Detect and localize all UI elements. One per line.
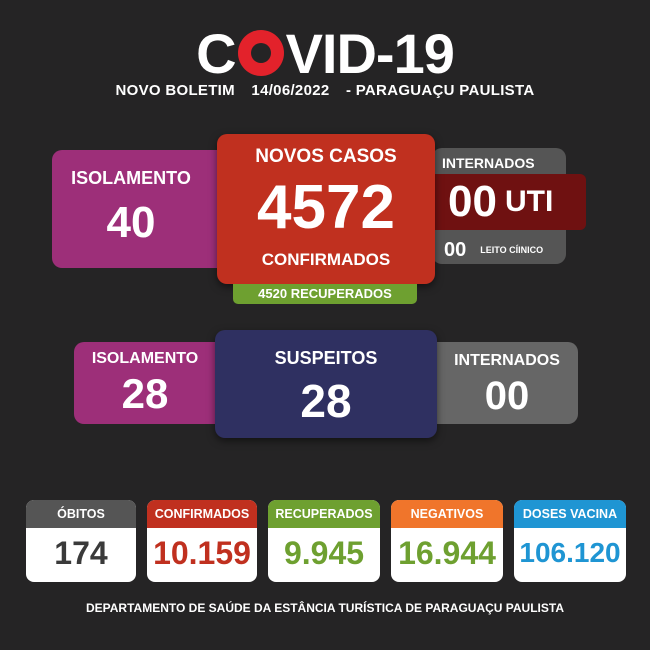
footer-credit: DEPARTAMENTO DE SAÚDE DA ESTÂNCIA TURÍSTICA DE PARAGUAÇU PAULISTA: [85, 601, 564, 615]
confirmed-value: 10.159: [153, 535, 251, 571]
new-cases-label: NOVOS CASOS: [255, 146, 397, 167]
vaccine-doses-card: [514, 500, 626, 582]
new-cases-value: 4572: [257, 173, 395, 242]
bulletin-label: NOVO BOLETIM: [115, 82, 235, 99]
vaccine-doses-value: 106.120: [519, 537, 621, 568]
vaccine-doses-label: DOSES VACINA: [514, 500, 626, 528]
suspect-isolation-label: ISOLAMENTO: [91, 350, 199, 367]
suspect-hospitalized-panel: [420, 342, 578, 424]
confirmed-label: CONFIRMADOS: [147, 500, 257, 528]
suspects-panel: [215, 330, 437, 438]
title-prefix: C: [196, 21, 236, 85]
suspect-isolation-panel: [74, 342, 234, 424]
confirmed-card: [147, 500, 257, 582]
clinical-bed-row: [444, 238, 543, 262]
confirmed-isolation-label: ISOLAMENTO: [71, 168, 191, 188]
recovered-label: RECUPERADOS: [268, 500, 380, 528]
recovered-badge: 4520 RECUPERADOS: [233, 284, 417, 304]
suspects-value: 28: [300, 375, 352, 427]
clinical-bed-label: LEITO CÍINICO: [480, 245, 544, 255]
new-cases-panel: [217, 134, 435, 284]
new-cases-sublabel: CONFIRMADOS: [261, 250, 391, 269]
title-suffix: VID-19: [285, 21, 454, 85]
suspect-hospitalized-label: INTERNADOS: [454, 352, 560, 369]
confirmed-isolation-value: 40: [106, 198, 156, 247]
confirmed-hospitalized-label: INTERNADOS: [442, 155, 535, 171]
bulletin-city: - PARAGUAÇU PAULISTA: [345, 82, 535, 99]
icu-label: UTI: [504, 185, 554, 218]
negatives-card: [391, 500, 503, 582]
suspect-isolation-value: 28: [121, 370, 169, 417]
icu-box: [432, 174, 586, 230]
confirmed-isolation-panel: [52, 150, 232, 268]
virus-icon: [238, 30, 284, 76]
recovered-value: 9.945: [283, 535, 365, 571]
negatives-value: 16.944: [398, 535, 496, 571]
negatives-label: NEGATIVOS: [391, 500, 503, 528]
deaths-value: 174: [54, 535, 108, 571]
deaths-label: ÓBITOS: [26, 500, 136, 528]
bulletin-date: 14/06/2022: [251, 82, 330, 99]
suspect-hospitalized-value: 00: [484, 374, 530, 418]
clinical-bed-value: 00: [444, 238, 467, 261]
deaths-card: [26, 500, 136, 582]
recovered-card: [268, 500, 380, 582]
page-title: [0, 22, 650, 84]
bulletin-subtitle: [0, 82, 650, 99]
suspects-label: SUSPEITOS: [274, 348, 378, 368]
icu-value: 00: [448, 177, 497, 226]
